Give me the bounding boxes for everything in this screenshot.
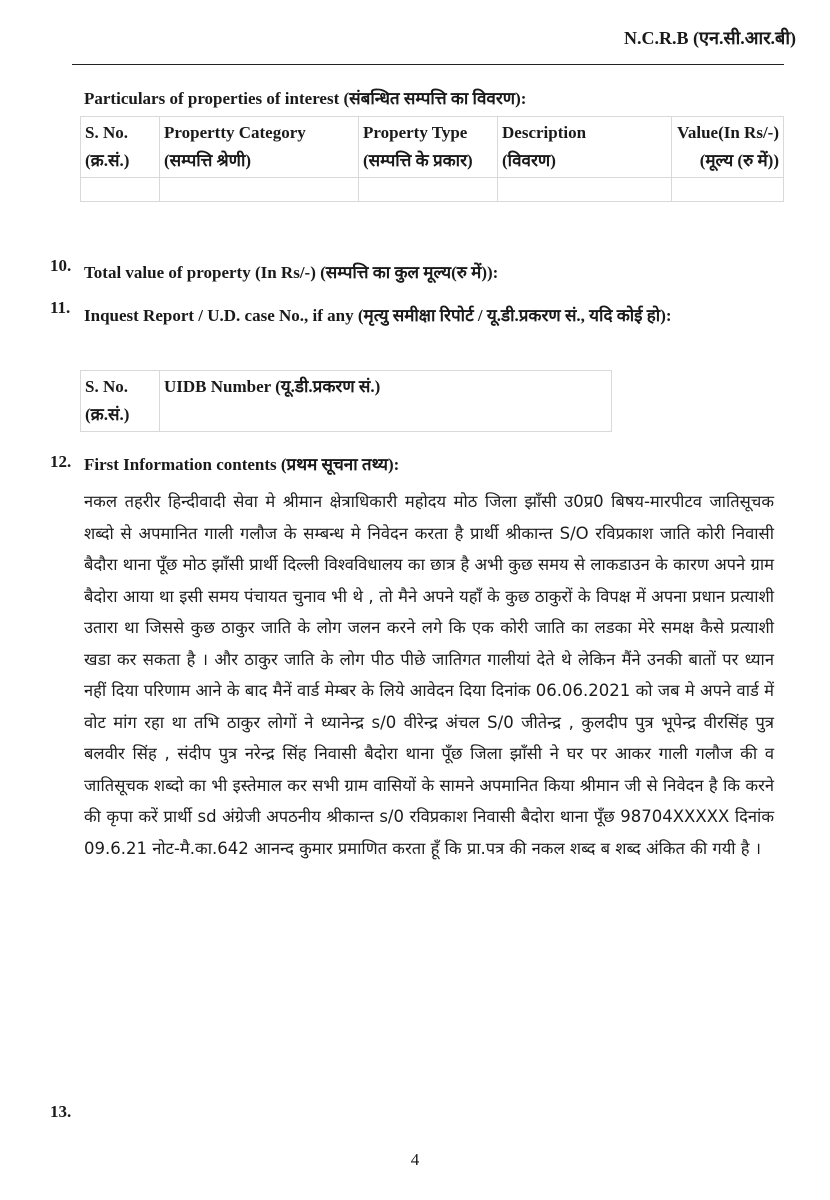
col-value-hi: (मूल्य (रु में)) bbox=[699, 151, 779, 170]
col-value bbox=[672, 117, 784, 178]
table-cell bbox=[498, 178, 672, 202]
col-type-hi: (सम्पत्ति के प्रकार) bbox=[363, 151, 473, 170]
item10-number: 10. bbox=[50, 256, 72, 275]
item13-number: 13. bbox=[50, 1102, 72, 1121]
table-row bbox=[81, 178, 784, 202]
col-description bbox=[498, 117, 672, 178]
page-number: 4 bbox=[410, 1150, 420, 1169]
properties-heading: Particulars of properties of interest (संबन्धित सम्पत्ति का विवरण): bbox=[84, 89, 527, 108]
header-divider bbox=[72, 64, 784, 65]
item12-number: 12. bbox=[50, 452, 72, 471]
table-cell bbox=[359, 178, 498, 202]
uidb-col-sno-en: S. No. bbox=[85, 377, 128, 396]
properties-table bbox=[80, 116, 784, 202]
table-cell bbox=[160, 178, 359, 202]
item11-number: 11. bbox=[50, 298, 71, 317]
uidb-table bbox=[80, 370, 612, 432]
col-type bbox=[359, 117, 498, 178]
col-sno bbox=[81, 117, 160, 178]
uidb-col-number-label: UIDB Number (यू.डी.प्रकरण सं.) bbox=[164, 377, 381, 396]
uidb-col-sno bbox=[81, 371, 160, 432]
col-description-hi: (विवरण) bbox=[502, 151, 556, 170]
col-description-en: Description bbox=[502, 123, 587, 142]
col-type-en: Property Type bbox=[363, 123, 468, 142]
inquest-label: Inquest Report / U.D. case No., if any (मृत्यु समीक्षा रिपोर्ट / यू.डी.प्रकरण सं., यदि कोई हो): bbox=[84, 306, 672, 325]
col-category bbox=[160, 117, 359, 178]
header-title: N.C.R.B (एन.सी.आर.बी) bbox=[624, 28, 796, 48]
col-sno-en: S. No. bbox=[85, 123, 128, 142]
uidb-col-number bbox=[160, 371, 612, 432]
table-header-row bbox=[81, 371, 612, 432]
table-cell bbox=[81, 178, 160, 202]
col-category-en: Propertty Category bbox=[164, 123, 306, 142]
col-value-en: Value(In Rs/-) bbox=[677, 123, 779, 142]
table-cell bbox=[672, 178, 784, 202]
total-value-label: Total value of property (In Rs/-) (सम्पत्ति का कुल मूल्य(रु में)): bbox=[84, 263, 499, 282]
col-sno-hi: (क्र.सं.) bbox=[85, 151, 130, 170]
fir-content: नकल तहरीर हिन्दीवादी सेवा मे श्रीमान क्षेत्राधिकारी महोदय मोठ जिला झाँसी उ0प्र0 बिषय-मारपीटव जातिसूचक शब्दो से अपमानित गाली गलौज के सम्बन्ध मे निवेदन करता है प्रार्थी श्रीकान्त S/O रविप्रकाश जाति कोरी निवासी बैदौरा थाना पूँछ मोठ झाँसी प्रार्थी दिल्ली विश्वविधालय का छात्र है अभी कुछ समय से लाकडाउन के कारण अपने ग्राम बैदोरा आया था इसी समय पंचायत चुनाव भी थे , तो मैने अपने यहाँ के कुछ ठाकुरों के विपक्ष में अपना प्रधान प्रत्याशी उतारा था जिससे कुछ ठाकुर जाति के लोग जलन करने लगे कि एक कोरी जाति का लडका मेरे समक्ष कैसे प्रत्याशी खडा कर सकता है । और ठाकुर जाति के लोग पीठ पीछे जातिगत गालीयां देते थे लेकिन मैंने उनकी बातों पर ध्यान नहीं दिया परिणाम आने के बाद मैनें वार्ड मेम्बर के लिये आवेदन दिया दिनांक 06.06.2021 को जब मे अपने वार्ड में वोट मांग रहा था तभि ठाकुर लोगों ने ध्यानेन्द्र s/0 वीरेन्द्र अंचल S/0 जीतेन्द्र , कुलदीप पुत्र भूपेन्द्र वीरसिंह पुत्र बलवीर सिंह , संदीप पुत्र नरेन्द्र सिंह निवासी बैदोरा थाना पूँछ जिला झाँसी ने घर पर आकर गाली गलौज की व जातिसूचक शब्दो का भी इस्तेमाल कर सभी ग्राम वासियों के सामने अपमानित किया श्रीमान जी से निवेदन है कि करने की कृपा करें प्रार्थी sd अंग्रेजी अपठनीय श्रीकान्त s/0 रविप्रकाश निवासी बैदोरा थाना पूँछ 98704XXXXX दिनांक 09.6.21 नोट-मै.का.642 आनन्द कुमार प्रमाणित करता हूँ कि प्रा.पत्र की नकल शब्द ब शब्द अंकित की गयी है । bbox=[84, 492, 774, 858]
table-header-row bbox=[81, 117, 784, 178]
fir-label: First Information contents (प्रथम सूचना तथ्य): bbox=[84, 455, 400, 474]
col-category-hi: (सम्पत्ति श्रेणी) bbox=[164, 151, 252, 170]
uidb-col-sno-hi: (क्र.सं.) bbox=[85, 405, 130, 424]
